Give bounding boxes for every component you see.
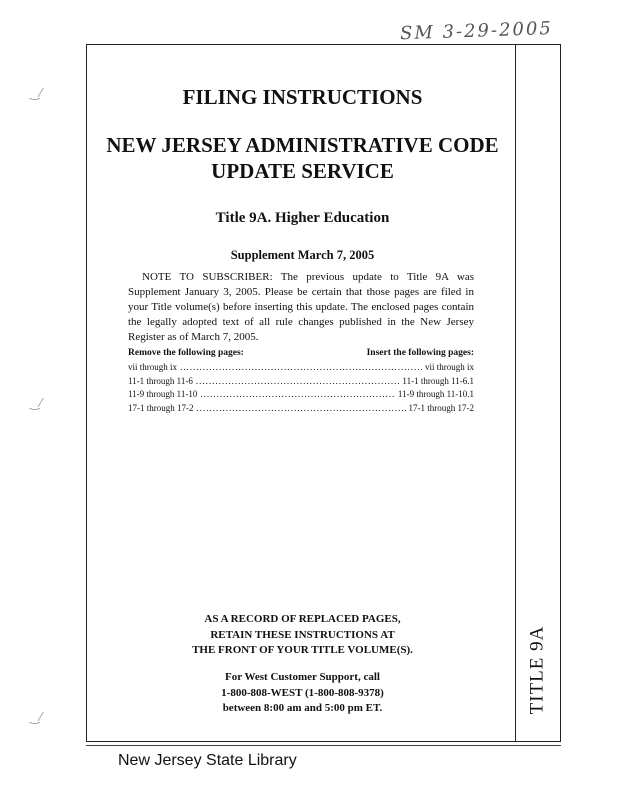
remove-pages-cell: vii through ix <box>128 362 177 372</box>
record-line-1: AS A RECORD OF REPLACED PAGES, <box>204 613 401 625</box>
scan-artifact-mark: ‿⁄ <box>30 396 42 410</box>
title-tab <box>514 620 560 720</box>
dot-leader <box>200 388 395 402</box>
title-tab-label: TITLE 9A <box>526 625 548 715</box>
dot-leader <box>197 402 406 416</box>
code-title-line-2: UPDATE SERVICE <box>211 159 394 183</box>
remove-pages-header: Remove the following pages: <box>128 348 244 358</box>
dot-leader <box>180 361 422 375</box>
insert-pages-cell: 11-1 through 11-6.1 <box>402 375 474 386</box>
support-phone: 1-800-808-WEST (1-800-808-9378) <box>221 686 384 699</box>
record-instructions <box>110 612 495 659</box>
insert-pages-cell: 11-9 through 11-10.1 <box>397 389 474 399</box>
insert-pages-cell: 17-1 through 17-2 <box>408 402 474 413</box>
subscriber-note: NOTE TO SUBSCRIBER: The previous update to Title 9A was Supplement January 3, 2005. Please be certain that those pages are filed in your Title volume(s) before inserting this update. The enclosed pages contain the legally adopted text of all rule changes published in the New Jersey Register as of March 7, 2005. <box>128 271 474 343</box>
insert-pages-cell: vii through ix <box>425 362 474 372</box>
insert-pages-header: Insert the following pages: <box>366 348 474 358</box>
support-line-1: For West Customer Support, call <box>225 671 380 683</box>
handwritten-date-note: SM 3-29-2005 <box>399 17 554 45</box>
table-row <box>128 388 474 402</box>
table-row <box>128 375 474 389</box>
record-line-2: RETAIN THESE INSTRUCTIONS AT <box>210 628 395 641</box>
remove-pages-cell: 17-1 through 17-2 <box>128 402 194 413</box>
record-line-3: THE FRONT OF YOUR TITLE VOLUME(S). <box>192 644 413 656</box>
scan-artifact-mark: ‿⁄ <box>30 86 42 100</box>
support-hours: between 8:00 am and 5:00 pm ET. <box>222 702 383 714</box>
frame-bottom-rule <box>86 745 561 746</box>
table-row <box>128 402 474 416</box>
code-title <box>100 132 505 184</box>
table-row <box>128 361 474 375</box>
library-stamp: New Jersey State Library <box>118 752 297 769</box>
title-subject: Title 9A. Higher Education <box>215 210 390 226</box>
remove-pages-cell: 11-1 through 11-6 <box>128 375 193 386</box>
page-table-header <box>128 348 474 358</box>
document-title: FILING INSTRUCTIONS <box>182 85 423 109</box>
code-title-line-1: NEW JERSEY ADMINISTRATIVE CODE <box>106 133 499 157</box>
customer-support-info <box>110 670 495 717</box>
scan-artifact-mark: ‿⁄ <box>30 710 42 724</box>
remove-pages-cell: 11-9 through 11-10 <box>128 389 198 399</box>
supplement-date: Supplement March 7, 2005 <box>230 248 375 262</box>
dot-leader <box>196 375 400 389</box>
page-replacement-table <box>128 348 474 415</box>
